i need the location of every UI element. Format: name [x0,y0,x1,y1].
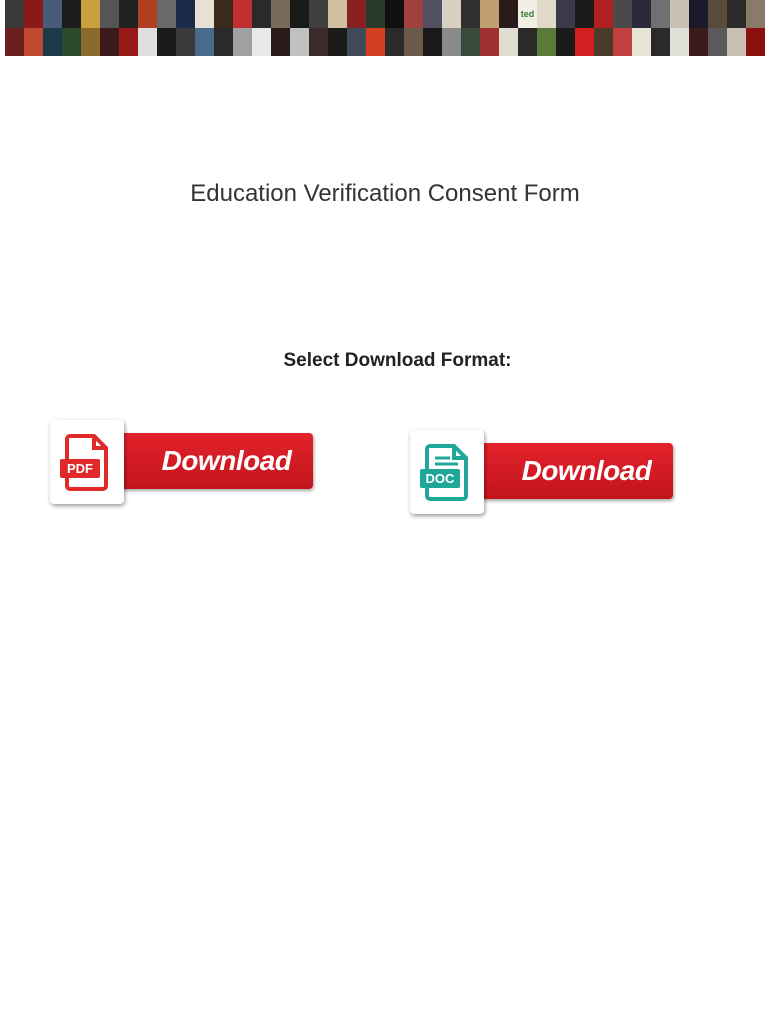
banner-tile [385,28,404,56]
doc-icon-label: DOC [425,471,455,486]
banner-tile [594,28,613,56]
banner-tile [176,0,195,28]
banner-tile [708,28,727,56]
banner-tile [556,28,575,56]
banner-tile [43,0,62,28]
banner-tile [594,0,613,28]
banner-tile [347,28,366,56]
banner-tile [100,28,119,56]
page-title: Education Verification Consent Form [190,180,580,207]
banner-tile [43,28,62,56]
banner-tile [423,0,442,28]
banner-tile [442,0,461,28]
doc-download-bar[interactable] [476,443,673,499]
banner-tile [100,0,119,28]
banner-tile [214,0,233,28]
banner-tile [689,28,708,56]
banner-tile [252,0,271,28]
banner-tile [366,28,385,56]
banner-tile [537,28,556,56]
banner-tile [119,0,138,28]
banner-tile [233,28,252,56]
banner-tile [670,28,689,56]
banner-tile [176,28,195,56]
banner-tile [309,28,328,56]
banner-tile [613,0,632,28]
banner-tile [62,0,81,28]
banner-tile [195,28,214,56]
download-doc-button[interactable] [410,430,675,518]
banner-tile [480,28,499,56]
banner-tile [271,28,290,56]
banner-tile [461,28,480,56]
banner-tile [233,0,252,28]
banner-tile [727,28,746,56]
banner-tile [328,28,347,56]
banner-tile [556,0,575,28]
banner-tile [24,0,43,28]
pdf-icon-label: PDF [67,461,93,476]
format-heading: Select Download Format: [283,350,512,371]
banner-tile [81,0,100,28]
banner-tile [290,28,309,56]
banner-tile [537,0,556,28]
download-pdf-button[interactable] [50,420,315,508]
banner-tile [404,0,423,28]
banner-tile [385,0,404,28]
banner-tile [423,28,442,56]
banner-tile [24,28,43,56]
banner-tile [309,0,328,28]
banner-tile [632,0,651,28]
banner-tile [746,0,765,28]
banner-tile [157,0,176,28]
banner-tile [727,0,746,28]
banner-tile [670,0,689,28]
banner-tile [366,0,385,28]
banner-tile [138,0,157,28]
banner-tile [442,28,461,56]
banner-tile [5,0,24,28]
banner-tile [651,0,670,28]
banner-tile [499,0,518,28]
banner-tile [708,0,727,28]
banner-tile [252,28,271,56]
banner-tile [689,0,708,28]
banner-tile [81,28,100,56]
banner-tile [157,28,176,56]
banner-tile [62,28,81,56]
banner-tile [746,28,765,56]
banner-tile [499,28,518,56]
banner-tile [632,28,651,56]
pdf-download-label: Download [161,445,292,476]
doc-download-label: Download [521,455,652,486]
banner-tile [328,0,347,28]
banner-tile [518,28,537,56]
banner-collage [5,0,765,56]
banner-tile [575,28,594,56]
banner-tile [651,28,670,56]
banner-tile [271,0,290,28]
banner-tile [461,0,480,28]
banner-tile [404,28,423,56]
banner-tile [575,0,594,28]
banner-tile [5,28,24,56]
banner-tile [214,28,233,56]
pdf-download-bar[interactable] [116,433,313,489]
banner-tile [613,28,632,56]
banner-tile [195,0,214,28]
banner-tile: ted [518,0,537,28]
pdf-file-icon [50,420,124,504]
banner-tile [138,28,157,56]
banner-tile [290,0,309,28]
banner-tile [480,0,499,28]
banner-tile [119,28,138,56]
banner-tile [347,0,366,28]
doc-file-icon [410,430,484,514]
